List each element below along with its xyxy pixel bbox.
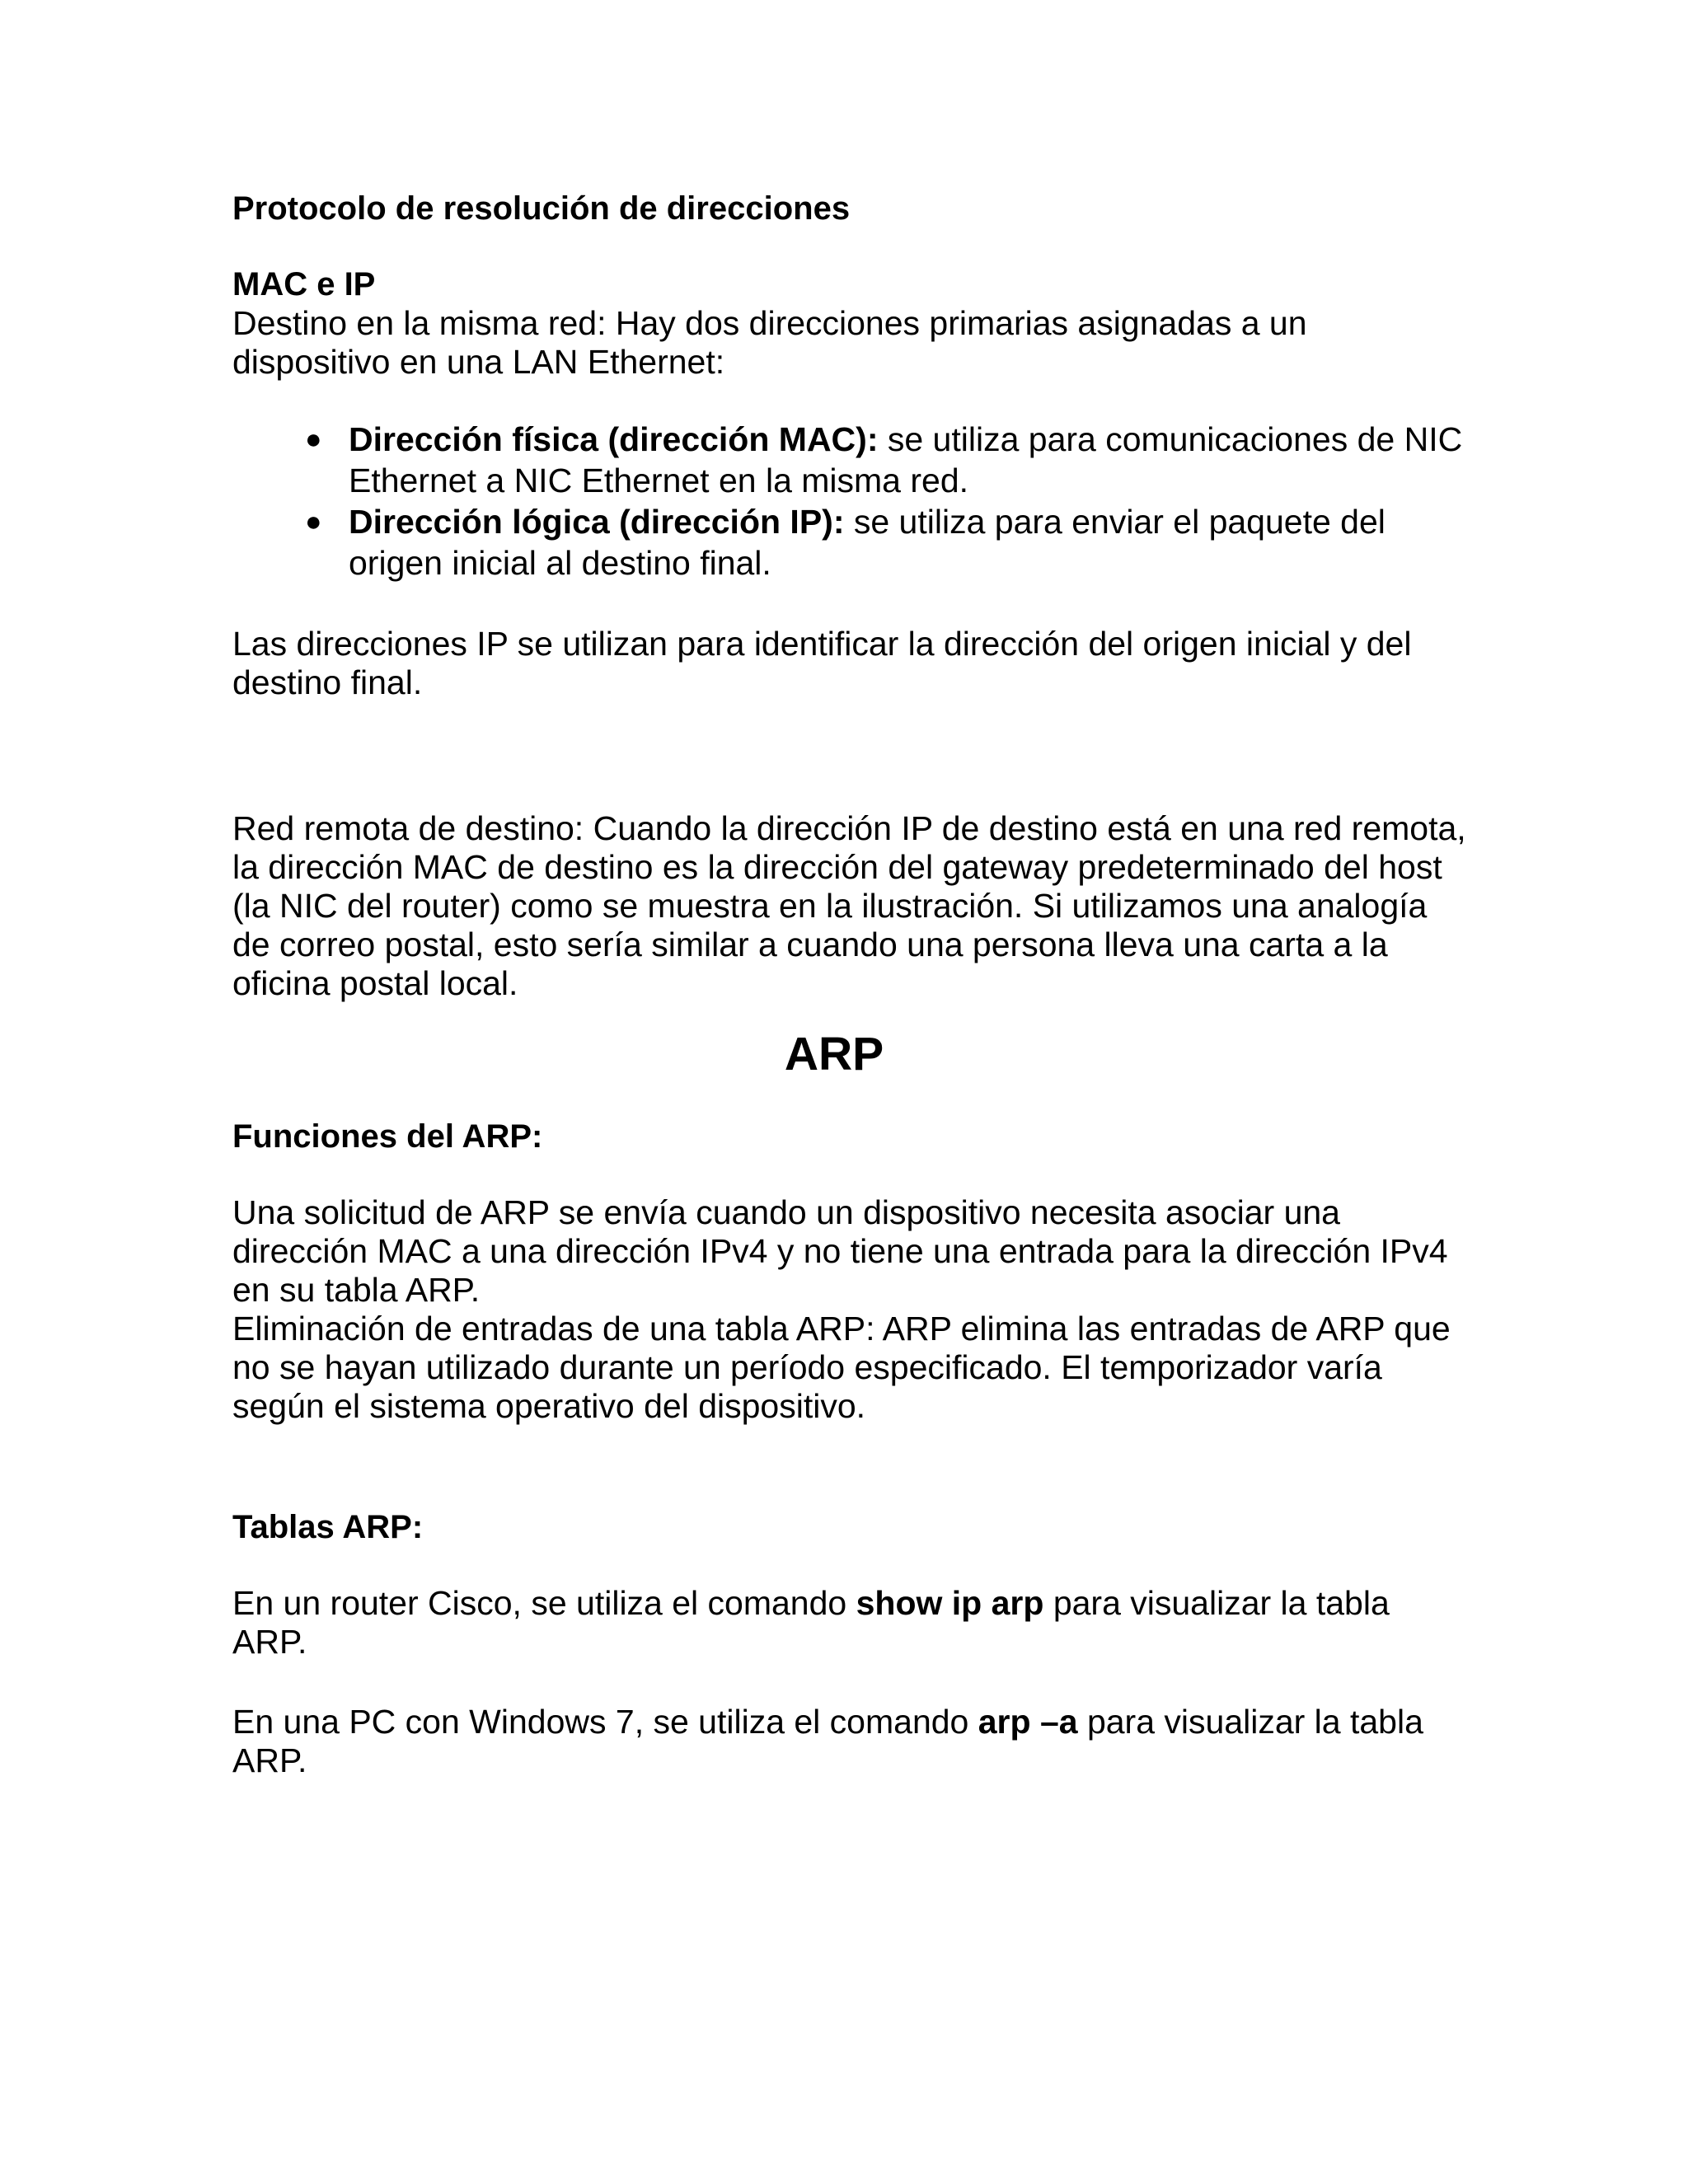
windows-command-paragraph <box>232 1703 1469 1780</box>
mac-ip-intro: Destino en la misma red: Hay dos direcciones primarias asignadas a un dispositivo en una LAN Ethernet: <box>232 304 1307 381</box>
bullet-icon: ● <box>305 506 322 537</box>
section-heading-mac-ip: MAC e IP <box>232 266 376 302</box>
document-title: Protocolo de resolución de direcciones <box>232 190 851 227</box>
windows-text-after: para visualizar la tabla ARP. <box>232 1703 1423 1779</box>
list-item-mac-address <box>232 419 1469 501</box>
address-types-list <box>232 419 1469 583</box>
windows-text-before: En una PC con Windows 7, se utiliza el comando <box>232 1703 978 1741</box>
list-item-text: se utiliza para comunicaciones de NIC Ethernet a NIC Ethernet en la misma red. <box>349 420 1463 499</box>
cisco-command-paragraph <box>232 1584 1469 1661</box>
list-item-ip-address <box>232 501 1469 583</box>
list-item-term: Dirección física (dirección MAC): <box>349 420 879 458</box>
bullet-icon: ● <box>305 424 322 455</box>
document-page <box>232 190 1469 1780</box>
cisco-text-after: para visualizar la tabla ARP. <box>232 1584 1390 1661</box>
section-heading-tablas: Tablas ARP: <box>232 1509 424 1545</box>
cisco-text-before: En un router Cisco, se utiliza el comando <box>232 1584 856 1622</box>
cisco-command: show ip arp <box>856 1584 1044 1622</box>
remote-network-paragraph: Red remota de destino: Cuando la dirección IP de destino está en una red remota, la dirección MAC de destino es la dirección del gateway predeterminado del host (la NIC del router) como se muestra en la ilustración. Si utilizamos una analogía de correo postal, esto sería similar a cuando una persona lleva una carta a la oficina postal local. <box>232 809 1466 1002</box>
ip-note-paragraph: Las direcciones IP se utilizan para identificar la dirección del origen inicial y del destino final. <box>232 625 1412 701</box>
arp-request-paragraph: Una solicitud de ARP se envía cuando un dispositivo necesita asociar una dirección MAC a una dirección IPv4 y no tiene una entrada para la dirección IPv4 en su tabla ARP. <box>232 1193 1448 1309</box>
list-item-text: se utiliza para enviar el paquete del origen inicial al destino final. <box>349 503 1386 582</box>
windows-command: arp –a <box>978 1703 1078 1741</box>
section-heading-funciones: Funciones del ARP: <box>232 1118 543 1155</box>
arp-heading: ARP <box>784 1028 884 1080</box>
list-item-term: Dirección lógica (dirección IP): <box>349 503 845 541</box>
arp-removal-paragraph: Eliminación de entradas de una tabla ARP: ARP elimina las entradas de ARP que no se hayan utilizado durante un período especificado. El temporizador varía según el sistema operativo del dispositivo. <box>232 1310 1451 1425</box>
